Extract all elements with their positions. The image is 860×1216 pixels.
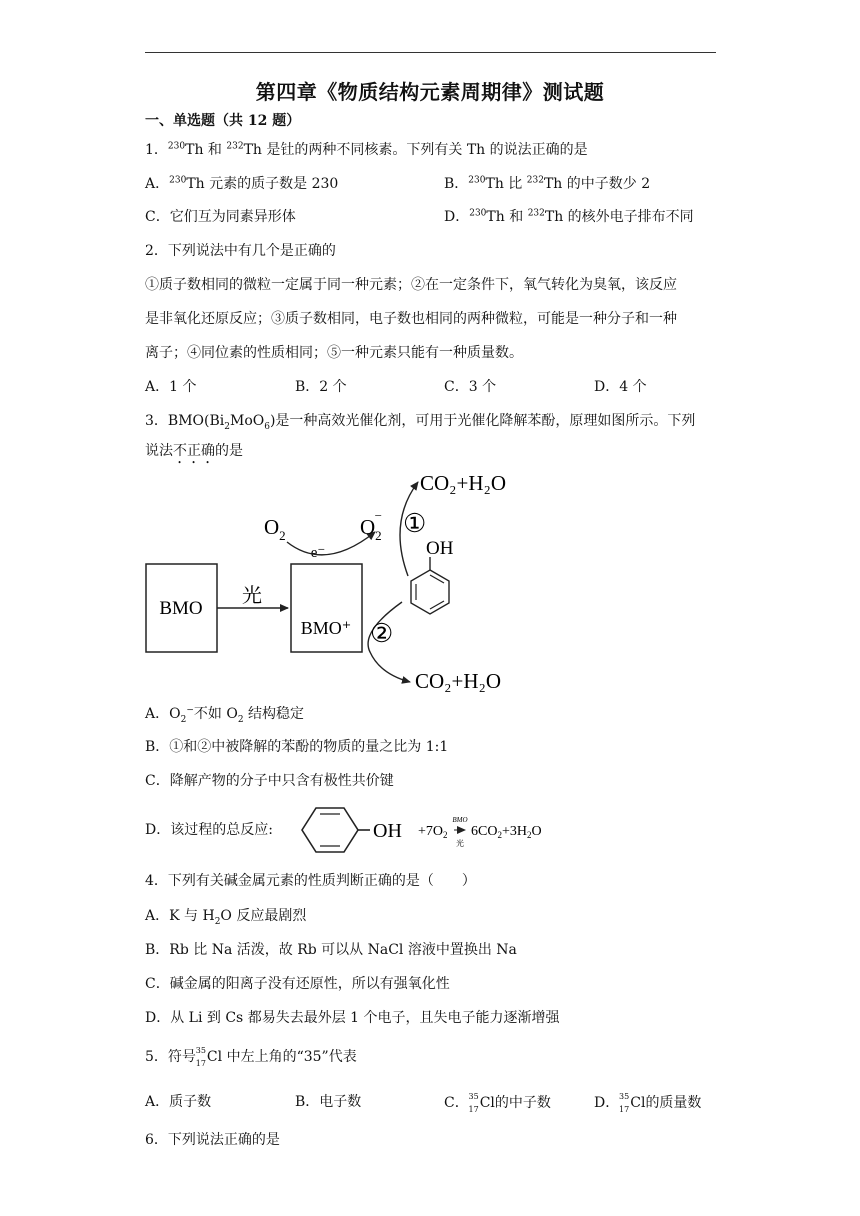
q2-option-c[interactable]: C．3 个 [444,379,497,395]
q2-option-b[interactable]: B．2 个 [295,379,347,395]
section-heading: 一、单选题（共 12 题） [145,113,301,129]
question-2-body-line-3: 离子；④同位素的性质相同；⑤一种元素只能有一种质量数。 [145,345,523,361]
phenol-structure-inline [302,808,402,852]
nuclide-symbol: 35 17 [195,1046,206,1068]
q3-option-b[interactable]: B．①和②中被降解的苯酚的物质的量之比为 1:1 [145,739,449,755]
step-2-label: ② [370,619,394,648]
products-bottom: CO₂+H₂O [415,669,501,693]
electron-label: e⁻ [310,545,326,561]
step-1-label: ① [403,509,427,538]
question-2-stem: 2．下列说法中有几个是正确的 [145,243,336,259]
light-label: 光 [242,585,262,607]
q1-option-a[interactable]: A．$^{230}$Th 元素的质子数是 230 [145,175,339,192]
bmo-label: BMO [159,598,203,619]
question-6-stem: 6．下列说法正确的是 [145,1132,280,1148]
q1-option-c[interactable]: C．它们互为同素异形体 [145,209,296,225]
question-3-stem-line-1: 3．$BMO(Bi_2MoO_6)$是一种高效光催化剂，可用于光催化降解苯酚，原理如图所示。下列 [145,413,696,432]
q1-option-d[interactable]: D．$^{230}$Th 和 $^{232}$Th 的核外电子排布不同 [444,208,694,225]
products-top: CO₂+H₂O [420,471,506,495]
q4-option-a[interactable]: A．K 与 $H_2O$ 反应最剧烈 [145,908,307,927]
question-2-body-line-1: ①质子数相同的微粒一定属于同一种元素；②在一定条件下，氧气转化为臭氧，该反应 [145,277,677,293]
question-4-stem: 4．下列有关碱金属元素的性质判断正确的是（ ） [145,873,476,889]
q3-option-d[interactable]: D．该过程的总反应: [145,822,273,838]
q4-option-d[interactable]: D．从 Li 到 Cs 都易失去最外层 1 个电子，且失电子能力逐渐增强 [145,1010,560,1026]
bmo-plus-box [291,564,362,652]
phenol-structure [411,538,454,614]
q3-option-a[interactable]: A．$O_2^-$不如 $O_2$ 结构稳定 [145,705,305,725]
bmo-plus-label: BMO⁺ [300,618,352,638]
superoxide-label: $O_2-$ [360,508,383,543]
q4-option-c[interactable]: C．碱金属的阳离子没有还原性，所以有强氧化性 [145,976,450,992]
photocatalysis-diagram [140,462,520,702]
q5-option-d[interactable]: D． 35 17 Cl的质量数 [594,1092,702,1114]
question-2-body-line-2: 是非氧化还原反应；③质子数相同，电子数也相同的两种微粒，可能是一种分子和一种 [145,311,677,327]
header-rule [145,52,716,53]
o2-label: $O_2$ [264,515,286,543]
reactant-o2: $+7O_2$ [418,824,448,840]
page-title: 第四章《物质结构元素周期律》测试题 [255,80,605,104]
products-eq: $6CO_2+3H_2O$ [471,824,542,840]
question-5-stem: 5．符号 35 17 Cl 中左上角的“35”代表 [145,1046,357,1068]
hydroxyl-label: OH [426,538,454,559]
question-3-stem-line-2: 说法不正确的是 [145,443,243,459]
q3-option-d-equation [280,805,570,859]
q4-option-b[interactable]: B．Rb 比 Na 活泼，故 Rb 可以从 NaCl 溶液中置换出 Na [145,942,517,958]
q5-option-a[interactable]: A．质子数 [145,1094,212,1110]
condition-label: 光 [456,839,464,848]
q3-option-c[interactable]: C．降解产物的分子中只含有极性共价键 [145,773,394,789]
q2-option-a[interactable]: A．1 个 [145,379,197,395]
catalyst-label: BMO [452,816,468,824]
inline-oh-label: OH [373,820,402,842]
emphasis-not-correct: 不正确 [173,443,215,459]
q1-option-b[interactable]: B．$^{230}$Th 比 $^{232}$Th 的中子数少 2 [444,175,651,192]
question-1-stem: 1．$^{230}$Th 和 $^{232}$Th 是钍的两种不同核素。下列有关 Th 的说法正确的是 [145,141,588,158]
q5-option-c[interactable]: C． 35 17 Cl的中子数 [444,1092,551,1114]
q2-option-d[interactable]: D．4 个 [594,379,647,395]
q5-option-b[interactable]: B．电子数 [295,1094,362,1110]
